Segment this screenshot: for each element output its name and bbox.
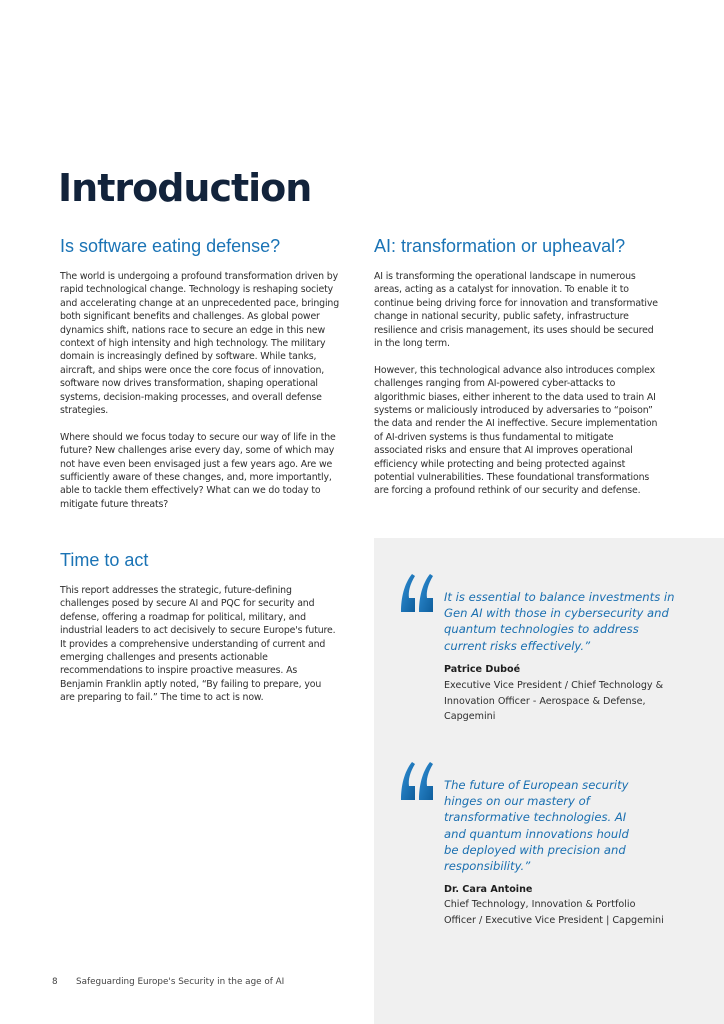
ai-body <box>374 270 660 498</box>
quote-author-name-1: Patrice Duboé <box>444 664 521 675</box>
software-paragraph-2: Where should we focus today to secure our way of life in the future? New challenges arise every day, some of which may not have even been envisaged just a few years ago. Are we sufficiently aware of these changes, and, more importantly, able to tackle them effectively? What can we do today to mitigate future threats? <box>60 431 336 510</box>
time-to-act-body <box>60 584 336 705</box>
software-paragraph-1: The world is undergoing a profound transformation driven by rapid technological change. Technology is reshaping society and accelerating change at an unprecedented pace, bringing both significant benefits and challenges. As global power dynamics shift, nations race to secure an edge in this new context of high intensity and high technology. The military domain is increasingly defined by software. While tanks, aircraft, and ships were once the core focus of innovation, software now drives transformation, shaping operational systems, decision-making processes, and overall defense strategies. <box>60 271 339 417</box>
footer-title: Safeguarding Europe's Security in the age of AI <box>76 977 285 987</box>
quote-author-name-2: Dr. Cara Antoine <box>444 884 533 895</box>
software-body <box>60 270 350 511</box>
quote-mark-icon <box>398 570 438 620</box>
quote-text-2: The future of European security hinges on our mastery of transformative technologies. AI and quantum innovations hould be deployed with precision and responsibility.” <box>444 778 629 874</box>
page-footer <box>52 977 284 987</box>
quote-author-role-2: Chief Technology, Innovation & Portfolio Officer / Executive Vice President | Capgemini <box>444 899 664 926</box>
time-to-act-paragraph: This report addresses the strategic, future-defining challenges posed by secure AI and PQC for security and defense, offering a roadmap for political, military, and industrial leaders to act decisively to secure Europe's future. It provides a comprehensive understanding of current and emerging challenges and presents actionable recommendations to inspire proactive measures. As Benjamin Franklin aptly noted, “By failing to prepare, you are preparing to fail.” The time to act is now. <box>60 585 336 704</box>
page-title: Introduction <box>58 166 312 210</box>
section-heading-time-to-act: Time to act <box>60 550 149 570</box>
quote-text-1: It is essential to balance investments in Gen AI with those in cybersecurity and quantum technologies to address current risks effectively.” <box>444 590 675 653</box>
ai-paragraph-1: AI is transforming the operational landscape in numerous areas, acting as a catalyst for innovation. To enable it to continue being driving force for innovation and transformative change in national security, public safety, infrastructure resilience and crisis management, its uses should be secured in the long term. <box>374 271 658 350</box>
page-number: 8 <box>52 977 58 987</box>
quote-author-role-1: Executive Vice President / Chief Technology & Innovation Officer - Aerospace & Defense, Capgemini <box>444 680 664 723</box>
quote-mark-icon <box>398 758 438 808</box>
section-heading-software: Is software eating defense? <box>60 236 281 256</box>
ai-paragraph-2: However, this technological advance also introduces complex challenges ranging from AI-powered cyber-attacks to algorithmic biases, either inherent to the data used to train AI systems or maliciously introduced by adversaries to “poison” the data and render the AI ineffective. Secure implementation of AI-driven systems is thus fundamental to mitigate associated risks and ensure that AI improves operational efficiency while protecting and being protected against potential vulnerabilities. These foundational transformations are forcing a profound rethink of our security and defense. <box>374 364 658 497</box>
section-heading-ai: AI: transformation or upheaval? <box>374 236 626 256</box>
